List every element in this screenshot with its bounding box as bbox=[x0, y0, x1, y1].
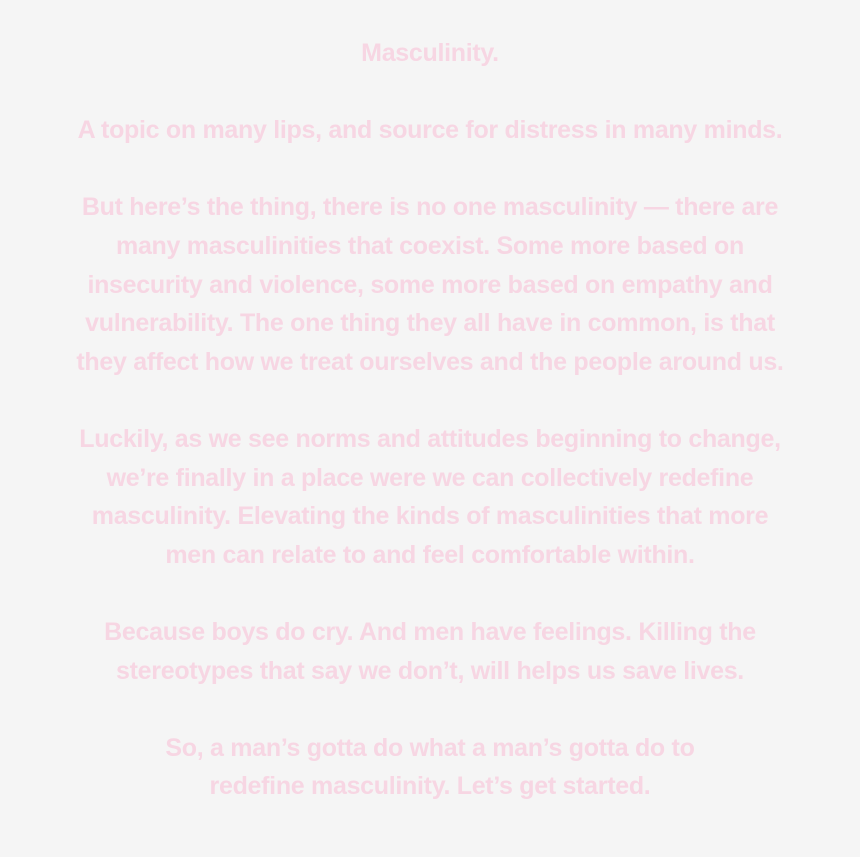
paragraph-feelings bbox=[0, 613, 860, 690]
paragraph-line: men can relate to and feel comfortable within. bbox=[165, 540, 695, 569]
paragraph-line: But here’s the thing, there is no one masculinity — there are bbox=[81, 193, 779, 222]
paragraph-line: we’re finally in a place were we can collectively redefine bbox=[106, 463, 754, 492]
paragraph-intro bbox=[0, 111, 860, 150]
paragraph-line: redefine masculinity. Let’s get started. bbox=[209, 772, 651, 801]
paragraph-line: Because boys do cry. And men have feelings. Killing the bbox=[104, 617, 756, 646]
paragraph-line: they affect how we treat ourselves and the people around us. bbox=[76, 347, 784, 376]
paragraph-closing bbox=[0, 729, 860, 806]
paragraph-line: insecurity and violence, some more based on empathy and bbox=[87, 270, 773, 299]
paragraph-line: So, a man’s gotta do what a man’s gotta do to bbox=[165, 733, 695, 762]
heading bbox=[0, 34, 860, 73]
paragraph-masculinities bbox=[0, 188, 860, 381]
paragraph-line: many masculinities that coexist. Some more based on bbox=[116, 231, 744, 260]
paragraph-line: A topic on many lips, and source for distress in many minds. bbox=[77, 116, 783, 145]
paragraph-line: masculinity. Elevating the kinds of masculinities that more bbox=[91, 502, 769, 531]
heading-text: Masculinity. bbox=[361, 39, 499, 67]
paragraph-change bbox=[0, 420, 860, 574]
paragraph-line: vulnerability. The one thing they all have in common, is that bbox=[85, 309, 775, 338]
paragraph-line: stereotypes that say we don’t, will helps us save lives. bbox=[116, 656, 744, 685]
paragraph-line: Luckily, as we see norms and attitudes beginning to change, bbox=[79, 424, 781, 453]
